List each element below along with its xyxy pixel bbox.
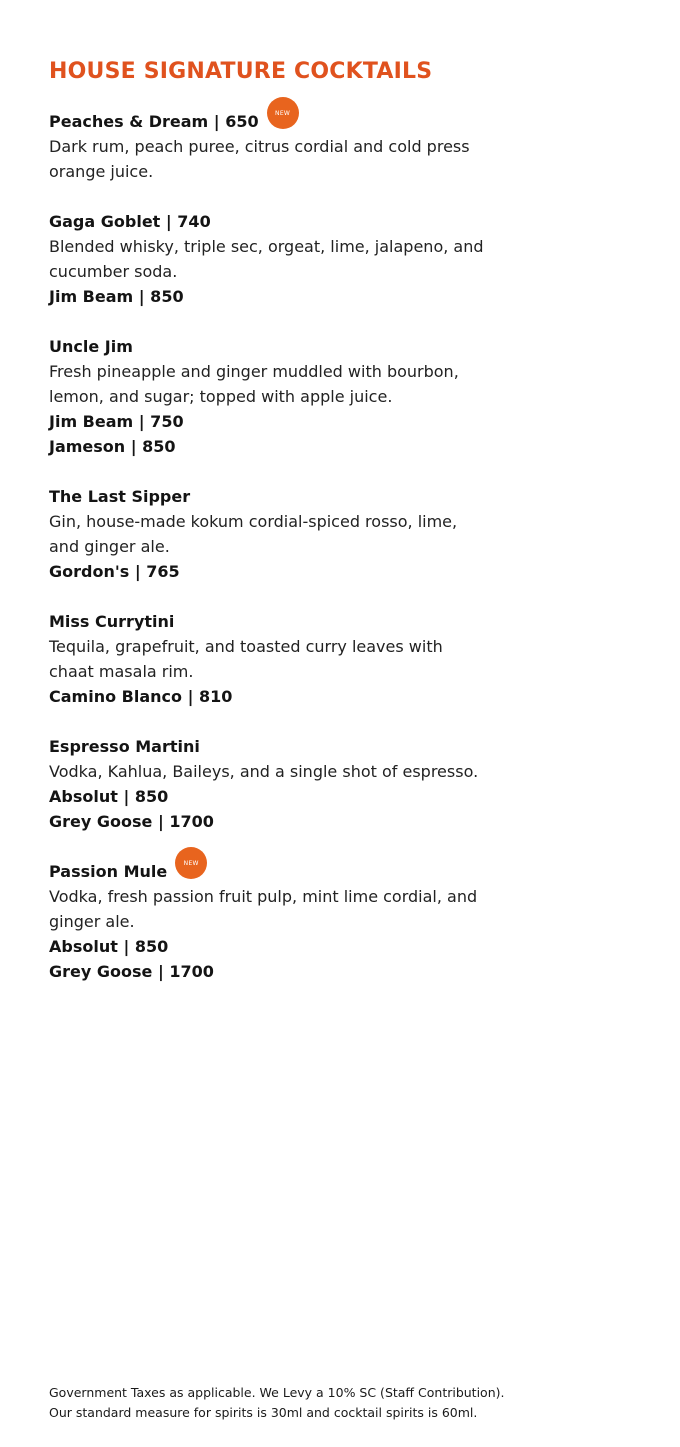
menu-item-passion-mule [49, 859, 649, 984]
price-line: Jameson | 850 [49, 437, 176, 456]
menu-item-espresso-martini [49, 734, 649, 834]
item-description: Tequila, grapefruit, and toasted curry leaves with chaat masala rim. [49, 637, 443, 681]
item-description: Vodka, fresh passion fruit pulp, mint lime cordial, and ginger ale. [49, 887, 478, 931]
price-line: Gordon's | 765 [49, 562, 180, 581]
price-line: Jim Beam | 850 [49, 287, 184, 306]
section-title: HOUSE SIGNATURE COCKTAILS [49, 59, 433, 84]
item-description: Gin, house-made kokum cordial-spiced rosso, lime, and ginger ale. [49, 512, 458, 556]
item-name: Gaga Goblet | 740 [49, 212, 211, 231]
price-line: Grey Goose | 1700 [49, 962, 214, 981]
price-line: Grey Goose | 1700 [49, 812, 214, 831]
item-description: Vodka, Kahlua, Baileys, and a single shot of espresso. [49, 762, 479, 781]
price-line: Jim Beam | 750 [49, 412, 184, 431]
price-line: Camino Blanco | 810 [49, 687, 233, 706]
new-badge-icon: NEW [267, 97, 299, 129]
footer-note [49, 1383, 669, 1423]
item-name: Uncle Jim [49, 337, 133, 356]
item-description: Blended whisky, triple sec, orgeat, lime, jalapeno, and cucumber soda. [49, 237, 484, 281]
item-name: Miss Currytini [49, 612, 175, 631]
item-description: Fresh pineapple and ginger muddled with bourbon, lemon, and sugar; topped with apple juice. [49, 362, 459, 406]
menu-item-the-last-sipper [49, 484, 649, 584]
item-name: Peaches & Dream | 650 [49, 112, 259, 131]
menu-item-miss-currytini [49, 609, 649, 709]
price-line: Absolut | 850 [49, 787, 169, 806]
menu-item-gaga-goblet [49, 209, 649, 309]
menu-item-uncle-jim [49, 334, 649, 459]
footer-measure-note: Our standard measure for spirits is 30ml and cocktail spirits is 60ml. [49, 1405, 478, 1420]
item-name: Espresso Martini [49, 737, 200, 756]
item-description: Dark rum, peach puree, citrus cordial and cold press orange juice. [49, 137, 470, 181]
price-line: Absolut | 850 [49, 937, 169, 956]
item-name: The Last Sipper [49, 487, 191, 506]
footer-tax-note: Government Taxes as applicable. We Levy a 10% SC (Staff Contribution). [49, 1385, 505, 1400]
menu-item-peaches-and-dream [49, 109, 649, 184]
item-name: Passion Mule [49, 862, 168, 881]
cocktail-menu [49, 57, 649, 1009]
new-badge-icon: NEW [175, 847, 207, 879]
